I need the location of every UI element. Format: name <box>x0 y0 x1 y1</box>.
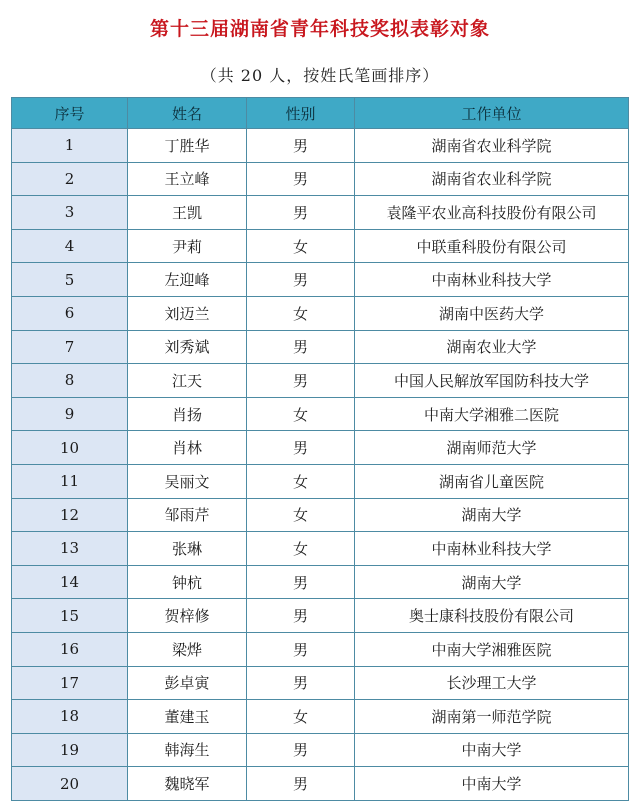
table-row <box>12 364 629 398</box>
table-row <box>12 296 629 330</box>
cell-organization: 中南大学 <box>355 733 629 767</box>
cell-organization: 中南林业科技大学 <box>355 532 629 566</box>
cell-organization: 湖南大学 <box>355 565 629 599</box>
cell-gender: 男 <box>247 632 355 666</box>
header-name: 姓名 <box>128 98 247 129</box>
header-index: 序号 <box>12 98 128 129</box>
awardee-table <box>11 97 629 801</box>
page-title: 第十三届湖南省青年科技奖拟表彰对象 <box>149 18 490 40</box>
cell-gender: 男 <box>247 129 355 163</box>
cell-name: 肖林 <box>128 431 247 465</box>
cell-gender: 女 <box>247 397 355 431</box>
cell-index: 6 <box>12 296 128 330</box>
table-body <box>12 129 629 801</box>
cell-gender: 男 <box>247 263 355 297</box>
cell-name: 左迎峰 <box>128 263 247 297</box>
cell-index: 9 <box>12 397 128 431</box>
cell-organization: 中联重科股份有限公司 <box>355 229 629 263</box>
cell-index: 17 <box>12 666 128 700</box>
table-row <box>12 229 629 263</box>
cell-gender: 男 <box>247 431 355 465</box>
cell-gender: 男 <box>247 196 355 230</box>
table-row <box>12 263 629 297</box>
cell-name: 肖扬 <box>128 397 247 431</box>
cell-organization: 袁隆平农业高科技股份有限公司 <box>355 196 629 230</box>
cell-organization: 湖南省儿童医院 <box>355 464 629 498</box>
cell-index: 18 <box>12 700 128 734</box>
cell-organization: 湖南第一师范学院 <box>355 700 629 734</box>
cell-index: 7 <box>12 330 128 364</box>
table-row <box>12 498 629 532</box>
cell-gender: 男 <box>247 767 355 801</box>
table-row <box>12 666 629 700</box>
cell-organization: 中南大学湘雅二医院 <box>355 397 629 431</box>
cell-organization: 奥士康科技股份有限公司 <box>355 599 629 633</box>
cell-index: 16 <box>12 632 128 666</box>
cell-organization: 中国人民解放军国防科技大学 <box>355 364 629 398</box>
cell-index: 14 <box>12 565 128 599</box>
cell-gender: 女 <box>247 498 355 532</box>
header-organization: 工作单位 <box>355 98 629 129</box>
cell-name: 吴丽文 <box>128 464 247 498</box>
cell-organization: 长沙理工大学 <box>355 666 629 700</box>
cell-index: 20 <box>12 767 128 801</box>
cell-name: 邹雨芹 <box>128 498 247 532</box>
cell-name: 董建玉 <box>128 700 247 734</box>
cell-organization: 湖南省农业科学院 <box>355 129 629 163</box>
cell-gender: 男 <box>247 162 355 196</box>
table-row <box>12 700 629 734</box>
header-row <box>12 98 629 129</box>
cell-name: 梁烨 <box>128 632 247 666</box>
cell-name: 江天 <box>128 364 247 398</box>
table-header <box>12 98 629 129</box>
cell-gender: 女 <box>247 296 355 330</box>
cell-name: 韩海生 <box>128 733 247 767</box>
header-gender: 性别 <box>247 98 355 129</box>
cell-organization: 中南大学 <box>355 767 629 801</box>
cell-name: 尹莉 <box>128 229 247 263</box>
cell-gender: 男 <box>247 364 355 398</box>
table-row <box>12 767 629 801</box>
cell-gender: 男 <box>247 733 355 767</box>
cell-name: 丁胜华 <box>128 129 247 163</box>
cell-name: 刘秀斌 <box>128 330 247 364</box>
cell-gender: 女 <box>247 229 355 263</box>
cell-name: 王立峰 <box>128 162 247 196</box>
page-subtitle: （共 20 人，按姓氏笔画排序） <box>200 66 440 85</box>
cell-organization: 湖南师范大学 <box>355 431 629 465</box>
cell-index: 11 <box>12 464 128 498</box>
cell-organization: 湖南大学 <box>355 498 629 532</box>
table-row <box>12 196 629 230</box>
table-row <box>12 632 629 666</box>
cell-index: 10 <box>12 431 128 465</box>
cell-organization: 湖南农业大学 <box>355 330 629 364</box>
cell-index: 4 <box>12 229 128 263</box>
cell-index: 13 <box>12 532 128 566</box>
table-row <box>12 397 629 431</box>
table-row <box>12 162 629 196</box>
cell-name: 贺梓修 <box>128 599 247 633</box>
cell-index: 3 <box>12 196 128 230</box>
cell-gender: 男 <box>247 330 355 364</box>
cell-name: 钟杭 <box>128 565 247 599</box>
cell-organization: 中南林业科技大学 <box>355 263 629 297</box>
cell-name: 张琳 <box>128 532 247 566</box>
table-row <box>12 599 629 633</box>
table-row <box>12 532 629 566</box>
cell-organization: 湖南中医药大学 <box>355 296 629 330</box>
cell-index: 1 <box>12 129 128 163</box>
table-row <box>12 129 629 163</box>
table-row <box>12 733 629 767</box>
cell-gender: 女 <box>247 532 355 566</box>
cell-name: 彭卓寅 <box>128 666 247 700</box>
table-row <box>12 330 629 364</box>
cell-gender: 男 <box>247 565 355 599</box>
cell-organization: 湖南省农业科学院 <box>355 162 629 196</box>
cell-index: 8 <box>12 364 128 398</box>
cell-name: 王凯 <box>128 196 247 230</box>
cell-name: 魏晓军 <box>128 767 247 801</box>
table-row <box>12 431 629 465</box>
cell-index: 19 <box>12 733 128 767</box>
table-row <box>12 565 629 599</box>
cell-name: 刘迈兰 <box>128 296 247 330</box>
cell-gender: 男 <box>247 599 355 633</box>
cell-index: 5 <box>12 263 128 297</box>
cell-organization: 中南大学湘雅医院 <box>355 632 629 666</box>
cell-gender: 女 <box>247 464 355 498</box>
cell-gender: 女 <box>247 700 355 734</box>
cell-index: 12 <box>12 498 128 532</box>
cell-index: 15 <box>12 599 128 633</box>
cell-index: 2 <box>12 162 128 196</box>
table-row <box>12 464 629 498</box>
cell-gender: 男 <box>247 666 355 700</box>
